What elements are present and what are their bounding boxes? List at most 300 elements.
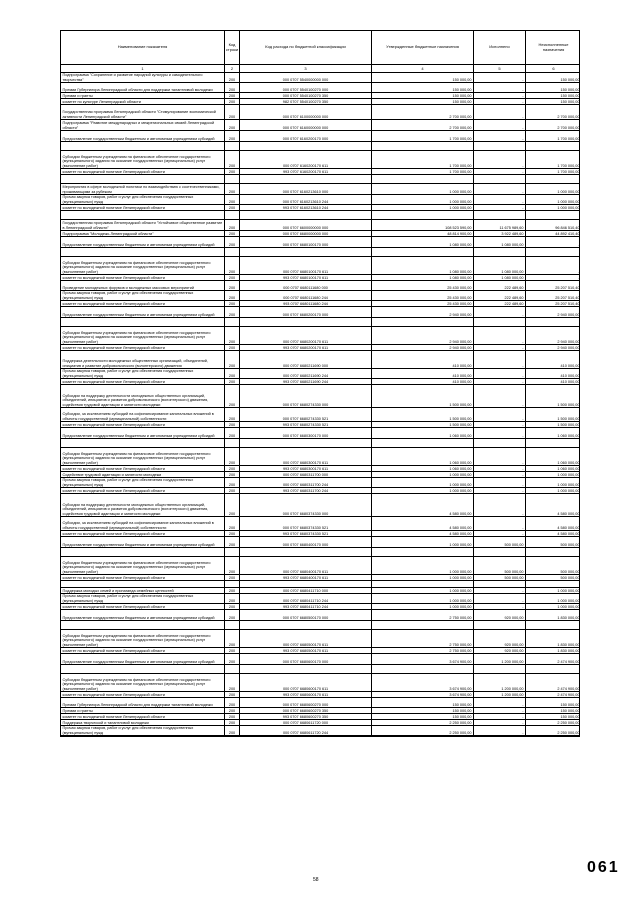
cell-executed: - xyxy=(474,726,526,735)
spacer-cell xyxy=(526,175,581,183)
spacer-cell xyxy=(474,621,526,629)
cell-unexecuted: 1 500 000,00 xyxy=(557,416,580,421)
cell-line-code: 200 xyxy=(225,83,240,92)
spacer-cell xyxy=(61,665,225,673)
cell-name: Подпрограмма "Молодежь Ленинградской области" xyxy=(61,231,225,236)
cell-unexecuted: 2 940 000,00 xyxy=(557,312,580,317)
table-row xyxy=(61,478,579,488)
cell-name: Предоставление государственным бюджетным и автономным учреждениям субсидий xyxy=(61,537,225,547)
cell-unexecuted: 25 207 510,40 xyxy=(555,295,580,300)
cell-approved: 1 000 000,00 xyxy=(372,184,474,194)
cell-name: Субсидии бюджетным учреждениям на финансовое обеспечение государственного (муниципального) задания на оказание государственных (муниципальных) услуг (выполнение работ) xyxy=(61,257,225,274)
cell-budget-code: 000 0707 6680500170 611 xyxy=(240,630,372,647)
cell-unexecuted: 500 000,00 xyxy=(560,575,580,580)
cell-line-code: 200 xyxy=(225,588,240,593)
table-row xyxy=(61,448,579,466)
cell-line-code: 200 xyxy=(225,205,240,210)
cell-budget-code: 000 0707 6680274330 000 xyxy=(240,385,372,407)
spacer-cell xyxy=(61,621,225,629)
spacer-cell xyxy=(225,621,240,629)
cell-executed: 222 489,60 xyxy=(474,281,526,290)
table-row xyxy=(61,291,579,301)
cell-name: Премии и гранты xyxy=(61,93,225,98)
cell-executed: - xyxy=(474,195,526,204)
spacer-cell xyxy=(240,318,372,326)
cell-approved: 150 000,00 xyxy=(372,708,474,713)
spacer-cell xyxy=(372,175,474,183)
cell-line-code: 200 xyxy=(225,708,240,713)
cell-name: Прочая закупка товаров, работ и услуг для обеспечения государственных (муниципальных) нужд xyxy=(61,195,225,204)
cell-approved: 1 080 000,00 xyxy=(372,237,474,247)
cell-approved: 2 700 000,00 xyxy=(372,120,474,130)
cell-name: комитет по молодежной политике Ленинградской области xyxy=(61,488,225,493)
spacer-cell xyxy=(526,665,581,673)
spacer-cell xyxy=(240,581,372,587)
cell-line-code: 200 xyxy=(225,184,240,194)
cell-budget-code: 000 0707 5540100270 000 xyxy=(240,83,372,92)
cell-executed: - xyxy=(474,408,526,421)
table-spacer xyxy=(61,439,579,448)
cell-budget-code: 000 0707 6680200170 000 xyxy=(240,307,372,317)
cell-unexecuted: 410 000,00 xyxy=(560,379,580,384)
table-row xyxy=(61,610,579,621)
cell-executed: - xyxy=(474,131,526,141)
cell-unexecuted: 410 000,00 xyxy=(560,373,580,378)
cell-executed: 1 080 000,00 xyxy=(474,237,526,247)
spacer-cell xyxy=(372,581,474,587)
table-spacer xyxy=(61,665,579,674)
cell-executed: - xyxy=(474,494,526,516)
cell-name: Премии Губернатора Ленинградской области для поддержки талантливой молодежи xyxy=(61,698,225,707)
cell-executed: 1 200 000,00 xyxy=(474,654,526,664)
cell-budget-code: 000 0707 6680611720 244 xyxy=(240,726,372,735)
cell-unexecuted: 2 940 000,00 xyxy=(557,339,580,344)
col-num-5: 5 xyxy=(474,65,526,72)
cell-unexecuted: 1 830 000,00 xyxy=(557,648,580,653)
cell-approved: 410 000,00 xyxy=(372,351,474,368)
cell-line-code: 200 xyxy=(225,257,240,274)
cell-line-code: 200 xyxy=(225,557,240,574)
cell-unexecuted: 410 000,00 xyxy=(560,363,580,368)
cell-name: Субсидии на поддержку деятельности молодежных общественных организаций, объединений, инициатив и развития добровольческого (волонтерского) движения, содействия трудовой адаптации и занятости молодежи xyxy=(61,494,225,516)
col-num-2: 2 xyxy=(225,65,240,72)
cell-executed: - xyxy=(474,478,526,487)
spacer-cell xyxy=(474,142,526,150)
cell-line-code: 200 xyxy=(225,428,240,438)
cell-approved: 150 000,00 xyxy=(372,698,474,707)
cell-budget-code: 000 0707 6160000000 000 xyxy=(240,120,372,130)
cell-line-code: 200 xyxy=(225,488,240,493)
table-row xyxy=(61,105,579,120)
cell-budget-code: 993 0707 6680200170 611 xyxy=(240,345,372,350)
spacer-cell xyxy=(240,665,372,673)
spacer-cell xyxy=(225,665,240,673)
spacer-cell xyxy=(474,175,526,183)
cell-approved: 1 060 000,00 xyxy=(372,428,474,438)
cell-unexecuted: 1 000 000,00 xyxy=(557,472,580,477)
cell-budget-code: 993 0707 6160213610 244 xyxy=(240,205,372,210)
cell-name: Предоставление государственным бюджетным и автономным учреждениям субсидий xyxy=(61,307,225,317)
cell-name: Субсидии бюджетным учреждениям на финансовое обеспечение государственного (муниципального) задания на оказание государственных (муниципальных) услуг (выполнение работ) xyxy=(61,557,225,574)
cell-unexecuted: 1 060 000,00 xyxy=(557,433,580,438)
cell-line-code: 200 xyxy=(225,594,240,603)
cell-name: комитет по молодежной политике Ленинградской области xyxy=(61,379,225,384)
col-num-1: 1 xyxy=(61,65,225,72)
cell-approved: 4 580 000,00 xyxy=(372,531,474,536)
cell-budget-code: 000 0707 6680600270 350 xyxy=(240,708,372,713)
cell-name: Государственная программа Ленинградской области "Устойчивое общественное развитие в Ленинградской области" xyxy=(61,220,225,230)
spacer-cell xyxy=(61,318,225,326)
table-row xyxy=(61,307,579,318)
cell-budget-code: 000 0707 6680211690 000 xyxy=(240,351,372,368)
table-row xyxy=(61,369,579,379)
spacer-cell xyxy=(372,142,474,150)
header-executed: Исполнено xyxy=(474,31,526,64)
cell-name: комитет по молодежной политике Ленинградской области xyxy=(61,531,225,536)
cell-executed: - xyxy=(474,698,526,707)
cell-name: комитет по молодежной политике Ленинградской области xyxy=(61,205,225,210)
cell-approved: 1 500 000,00 xyxy=(372,422,474,427)
cell-name: Субсидии бюджетным учреждениям на финансовое обеспечение государственного (муниципального) задания на оказание государственных (муниципальных) услуг (выполнение работ) xyxy=(61,674,225,691)
cell-name: Прочая закупка товаров, работ и услуг для обеспечения государственных (муниципальных) нужд xyxy=(61,726,225,735)
cell-unexecuted: 150 000,00 xyxy=(560,99,580,104)
cell-executed: - xyxy=(474,588,526,593)
cell-executed: 1 080 000,00 xyxy=(474,257,526,274)
cell-line-code: 200 xyxy=(225,537,240,547)
cell-executed: 920 000,00 xyxy=(474,610,526,620)
cell-approved: 2 940 000,00 xyxy=(372,327,474,344)
cell-line-code: 200 xyxy=(225,517,240,530)
spacer-cell xyxy=(61,248,225,256)
cell-budget-code: 993 0707 6680374330 521 xyxy=(240,531,372,536)
spacer-cell xyxy=(225,318,240,326)
cell-budget-code: 000 0707 6100000000 000 xyxy=(240,105,372,119)
cell-approved: 1 000 000,00 xyxy=(372,205,474,210)
cell-name: Предоставление государственным бюджетным и автономным учреждениям субсидий xyxy=(61,131,225,141)
table-row xyxy=(61,184,579,195)
table-row xyxy=(61,120,579,131)
cell-line-code: 200 xyxy=(225,478,240,487)
cell-unexecuted: 2 250 000,00 xyxy=(557,720,580,725)
cell-approved: 108 523 590,00 xyxy=(372,220,474,230)
spacer-cell xyxy=(474,248,526,256)
cell-executed: - xyxy=(474,448,526,465)
cell-line-code: 200 xyxy=(225,648,240,653)
cell-approved: 1 080 000,00 xyxy=(372,275,474,280)
spacer-cell xyxy=(225,548,240,556)
table-row xyxy=(61,428,579,439)
cell-budget-code: 000 0707 6680400170 611 xyxy=(240,557,372,574)
table-row xyxy=(61,327,579,345)
cell-budget-code: 982 0707 5540100270 350 xyxy=(240,99,372,104)
cell-unexecuted: 2 940 000,00 xyxy=(557,345,580,350)
cell-line-code: 200 xyxy=(225,73,240,82)
cell-unexecuted: 96 846 510,40 xyxy=(555,225,580,230)
cell-line-code: 200 xyxy=(225,237,240,247)
table-row xyxy=(61,654,579,665)
cell-name: Прочая закупка товаров, работ и услуг для обеспечения государственных (муниципальных) нужд xyxy=(61,369,225,378)
table-spacer xyxy=(61,581,579,588)
cell-approved: 150 000,00 xyxy=(372,99,474,104)
cell-executed: 920 000,00 xyxy=(474,630,526,647)
cell-name: комитет по молодежной политике Ленинградской области xyxy=(61,301,225,306)
table-row xyxy=(61,151,579,169)
spacer-cell xyxy=(526,248,581,256)
cell-budget-code: 000 0707 6680374330 521 xyxy=(240,517,372,530)
cell-approved: 410 000,00 xyxy=(372,369,474,378)
cell-approved: 150 000,00 xyxy=(372,73,474,82)
cell-approved: 2 940 000,00 xyxy=(372,345,474,350)
cell-approved: 25 430 000,00 xyxy=(372,291,474,300)
cell-approved: 3 674 900,00 xyxy=(372,692,474,697)
cell-executed: - xyxy=(474,428,526,438)
cell-executed: 3 922 489,60 xyxy=(474,231,526,236)
cell-line-code: 200 xyxy=(225,610,240,620)
cell-budget-code: 000 0707 6680374330 000 xyxy=(240,494,372,516)
cell-executed: - xyxy=(474,184,526,194)
cell-unexecuted: 2 700 000,00 xyxy=(557,114,580,119)
cell-name: Прочая закупка товаров, работ и услуг для обеспечения государственных (муниципальных) нужд xyxy=(61,291,225,300)
page-stamp: 061 xyxy=(587,859,620,876)
cell-name: Поддержка творческой и талантливой молодежи xyxy=(61,720,225,725)
table-row xyxy=(61,83,579,93)
cell-budget-code: 000 0707 6680111680 244 xyxy=(240,291,372,300)
cell-budget-code: 000 0707 6680400170 000 xyxy=(240,537,372,547)
spacer-cell xyxy=(61,439,225,447)
cell-executed: - xyxy=(474,151,526,168)
cell-executed: - xyxy=(474,99,526,104)
cell-unexecuted: 1 000 000,00 xyxy=(557,588,580,593)
table-row xyxy=(61,517,579,531)
cell-unexecuted: 25 207 510,40 xyxy=(555,285,580,290)
cell-name: Субсидии, за исключением субсидий на софинансирование капитальных вложений в объекты государственной (муниципальной) собственности xyxy=(61,517,225,530)
cell-budget-code: 993 0707 6680274330 521 xyxy=(240,422,372,427)
cell-budget-code: 000 0707 6600000000 000 xyxy=(240,220,372,230)
cell-executed: - xyxy=(474,531,526,536)
cell-executed: - xyxy=(474,169,526,174)
cell-approved: 1 700 000,00 xyxy=(372,151,474,168)
cell-executed: - xyxy=(474,594,526,603)
cell-executed: - xyxy=(474,720,526,725)
cell-budget-code: 000 0707 6680000000 000 xyxy=(240,231,372,236)
cell-line-code: 200 xyxy=(225,291,240,300)
cell-unexecuted: 1 830 000,00 xyxy=(557,642,580,647)
cell-name: Содействие трудовой адаптации и занятости молодежи xyxy=(61,472,225,477)
cell-name: Субсидии, за исключением субсидий на софинансирование капитальных вложений в объекты государственной (муниципальной) собственности xyxy=(61,408,225,421)
cell-name: Предоставление государственным бюджетным и автономным учреждениям субсидий xyxy=(61,428,225,438)
cell-name: комитет по молодежной политике Ленинградской области xyxy=(61,422,225,427)
cell-executed: 11 675 989,60 xyxy=(474,220,526,230)
spacer-cell xyxy=(240,211,372,219)
cell-approved: 1 000 000,00 xyxy=(372,478,474,487)
cell-line-code: 200 xyxy=(225,327,240,344)
cell-executed: - xyxy=(474,379,526,384)
cell-name: комитет по молодежной политике Ленинградской области xyxy=(61,345,225,350)
table-row xyxy=(61,674,579,692)
cell-budget-code: 000 0707 6680411710 000 xyxy=(240,588,372,593)
cell-executed: - xyxy=(474,351,526,368)
spacer-cell xyxy=(526,318,581,326)
cell-line-code: 200 xyxy=(225,654,240,664)
spacer-cell xyxy=(225,142,240,150)
cell-executed: - xyxy=(474,466,526,471)
cell-line-code: 200 xyxy=(225,575,240,580)
cell-line-code: 200 xyxy=(225,422,240,427)
cell-budget-code: 993 0707 6680500170 611 xyxy=(240,648,372,653)
cell-unexecuted: 1 000 000,00 xyxy=(557,205,580,210)
spacer-cell xyxy=(225,248,240,256)
cell-approved: 1 000 000,00 xyxy=(372,488,474,493)
cell-line-code: 200 xyxy=(225,408,240,421)
cell-name: Субсидии на поддержку деятельности молодежных общественных организаций, объединений, инициатив и развития добровольческого (волонтерского) движения, содействия трудовой адаптации и занятости молодежи xyxy=(61,385,225,407)
spacer-cell xyxy=(240,142,372,150)
cell-unexecuted: 150 000,00 xyxy=(560,708,580,713)
cell-budget-code: 993 0707 6680300170 611 xyxy=(240,466,372,471)
cell-approved: 410 000,00 xyxy=(372,379,474,384)
cell-budget-code: 993 0707 6680600270 350 xyxy=(240,714,372,719)
table-body xyxy=(61,73,579,736)
cell-budget-code: 000 0707 5540000000 000 xyxy=(240,73,372,82)
cell-budget-code: 993 0707 6680100170 611 xyxy=(240,275,372,280)
cell-executed: - xyxy=(474,472,526,477)
spacer-cell xyxy=(225,581,240,587)
cell-unexecuted: 1 500 000,00 xyxy=(557,402,580,407)
table-row xyxy=(61,698,579,708)
cell-approved: 1 500 000,00 xyxy=(372,385,474,407)
cell-name: Субсидии бюджетным учреждениям на финансовое обеспечение государственного (муниципального) задания на оказание государственных (муниципальных) услуг (выполнение работ) xyxy=(61,448,225,465)
cell-unexecuted: 150 000,00 xyxy=(560,714,580,719)
cell-name: Предоставление государственным бюджетным и автономным учреждениям субсидий xyxy=(61,237,225,247)
table-row xyxy=(61,237,579,248)
table-row xyxy=(61,131,579,142)
table-header xyxy=(61,31,579,65)
spacer-cell xyxy=(526,621,581,629)
cell-unexecuted: 44 892 410,40 xyxy=(555,231,580,236)
cell-line-code: 200 xyxy=(225,531,240,536)
cell-budget-code: 000 0707 6680311700 244 xyxy=(240,478,372,487)
cell-approved: 25 430 000,00 xyxy=(372,281,474,290)
cell-name: комитет по культуре Ленинградской области xyxy=(61,99,225,104)
cell-approved: 3 674 900,00 xyxy=(372,674,474,691)
cell-line-code: 200 xyxy=(225,385,240,407)
cell-line-code: 200 xyxy=(225,220,240,230)
cell-line-code: 200 xyxy=(225,369,240,378)
cell-unexecuted: 25 207 510,40 xyxy=(555,301,580,306)
cell-unexecuted: 4 580 000,00 xyxy=(557,511,580,516)
cell-line-code: 200 xyxy=(225,379,240,384)
cell-budget-code: 000 0707 6680600270 000 xyxy=(240,698,372,707)
cell-budget-code: 000 0707 6680411710 244 xyxy=(240,594,372,603)
cell-budget-code: 000 0707 6680300170 000 xyxy=(240,428,372,438)
cell-executed: - xyxy=(474,345,526,350)
cell-name: Предоставление государственным бюджетным и автономным учреждениям субсидий xyxy=(61,654,225,664)
table-spacer xyxy=(61,318,579,327)
cell-line-code: 200 xyxy=(225,674,240,691)
cell-unexecuted: 150 000,00 xyxy=(560,93,580,98)
cell-line-code: 200 xyxy=(225,275,240,280)
spacer-cell xyxy=(474,548,526,556)
cell-budget-code: 000 0707 6680600170 000 xyxy=(240,654,372,664)
cell-line-code: 200 xyxy=(225,169,240,174)
table-row xyxy=(61,494,579,517)
cell-name: комитет по молодежной политике Ленинградской области xyxy=(61,466,225,471)
cell-unexecuted: - xyxy=(578,269,580,274)
cell-budget-code: 000 0707 6680100170 611 xyxy=(240,257,372,274)
cell-unexecuted: 150 000,00 xyxy=(560,87,580,92)
table-row xyxy=(61,408,579,422)
table-row xyxy=(61,73,579,83)
cell-line-code: 200 xyxy=(225,720,240,725)
cell-name: комитет по молодежной политике Ленинградской области xyxy=(61,575,225,580)
spacer-cell xyxy=(240,621,372,629)
cell-line-code: 200 xyxy=(225,351,240,368)
header-unexecuted: Неисполненные назначения xyxy=(538,41,569,52)
cell-name: Прочая закупка товаров, работ и услуг для обеспечения государственных (муниципальных) нужд xyxy=(61,478,225,487)
cell-executed: 1 200 000,00 xyxy=(474,692,526,697)
table-spacer xyxy=(61,621,579,630)
table-row xyxy=(61,220,579,231)
cell-line-code: 200 xyxy=(225,105,240,119)
spacer-cell xyxy=(526,211,581,219)
cell-name: комитет по молодежной политике Ленинградской области xyxy=(61,648,225,653)
cell-line-code: 200 xyxy=(225,494,240,516)
cell-line-code: 200 xyxy=(225,281,240,290)
cell-line-code: 200 xyxy=(225,99,240,104)
cell-unexecuted: 4 580 000,00 xyxy=(557,525,580,530)
table-row xyxy=(61,385,579,408)
spacer-cell xyxy=(372,665,474,673)
cell-line-code: 200 xyxy=(225,195,240,204)
cell-line-code: 200 xyxy=(225,630,240,647)
col-num-6: 6 xyxy=(552,66,555,71)
cell-approved: 48 814 900,00 xyxy=(372,231,474,236)
cell-approved: 3 674 900,00 xyxy=(372,654,474,664)
header-name: Наименование показателя xyxy=(61,31,225,64)
budget-table xyxy=(60,30,580,737)
cell-unexecuted: 150 000,00 xyxy=(560,77,580,82)
cell-approved: 1 000 000,00 xyxy=(372,594,474,603)
cell-unexecuted: 500 000,00 xyxy=(560,542,580,547)
cell-name: Поддержка молодых семей и пропаганда семейных ценностей xyxy=(61,588,225,593)
spacer-cell xyxy=(474,439,526,447)
cell-approved: 1 060 000,00 xyxy=(372,448,474,465)
cell-line-code: 200 xyxy=(225,301,240,306)
spacer-cell xyxy=(61,175,225,183)
cell-approved: 1 000 000,00 xyxy=(372,472,474,477)
cell-name: Поддержка деятельности молодежных общественных организаций, объединений, инициатив и развитие добровольческого (волонтерского) движения xyxy=(61,351,225,368)
cell-executed: 920 000,00 xyxy=(474,648,526,653)
cell-executed: - xyxy=(474,714,526,719)
cell-line-code: 200 xyxy=(225,448,240,465)
cell-unexecuted: 2 474 900,00 xyxy=(557,686,580,691)
cell-unexecuted: 500 000,00 xyxy=(560,569,580,574)
table-row xyxy=(61,630,579,648)
cell-approved: 2 750 000,00 xyxy=(372,630,474,647)
cell-budget-code: 993 0707 6680400170 611 xyxy=(240,575,372,580)
cell-executed: - xyxy=(474,105,526,119)
spacer-cell xyxy=(526,439,581,447)
cell-budget-code: 000 0707 6680600170 611 xyxy=(240,674,372,691)
cell-unexecuted: - xyxy=(578,242,580,247)
cell-executed: 500 000,00 xyxy=(474,557,526,574)
cell-executed: - xyxy=(474,385,526,407)
cell-approved: 1 000 000,00 xyxy=(372,537,474,547)
spacer-cell xyxy=(474,211,526,219)
spacer-cell xyxy=(372,318,474,326)
cell-budget-code: 993 0707 6680311700 244 xyxy=(240,488,372,493)
cell-line-code: 200 xyxy=(225,726,240,735)
cell-unexecuted: 2 700 000,00 xyxy=(557,125,580,130)
